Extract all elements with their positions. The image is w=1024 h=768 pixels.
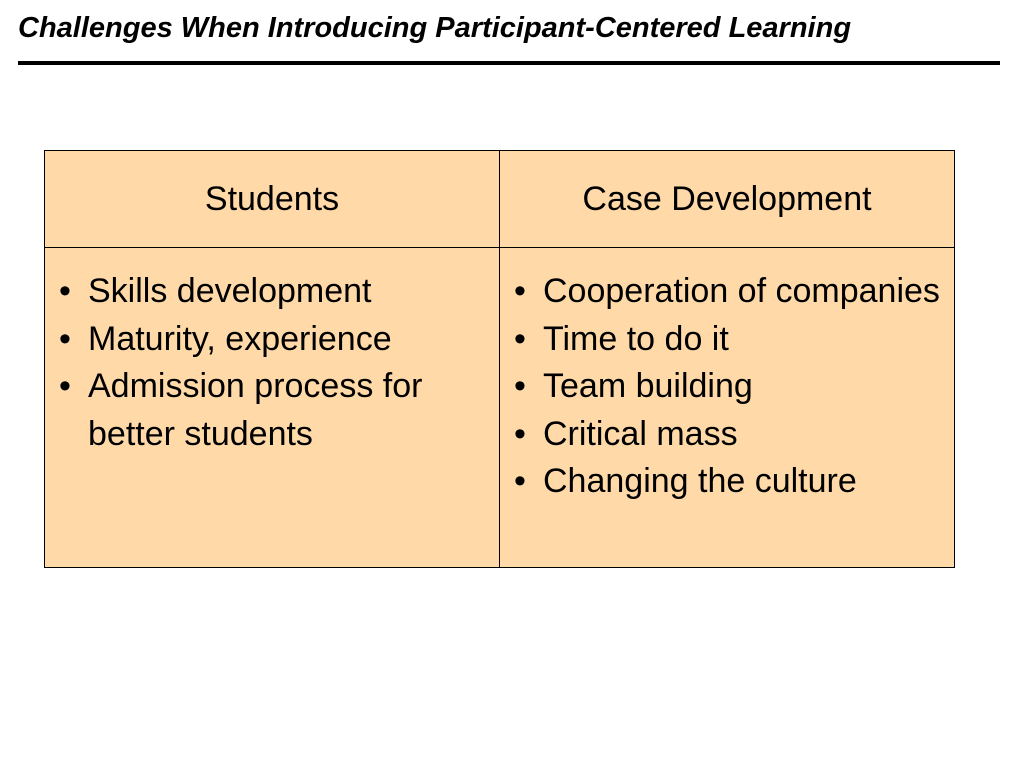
list-item [514, 363, 946, 411]
list-item-text: Team building [543, 367, 753, 405]
bullet-icon: • [514, 319, 526, 358]
table-header-row [45, 151, 955, 248]
list-item [514, 268, 946, 316]
students-cell [45, 248, 500, 568]
list-item-text: Cooperation of companies [543, 272, 940, 310]
title-underline [18, 61, 1000, 65]
list-item [59, 363, 491, 458]
case-development-cell [500, 248, 955, 568]
list-item [514, 316, 946, 364]
table-body-row [45, 248, 955, 568]
bullet-icon: • [59, 319, 71, 358]
list-item-text: Changing the culture [543, 462, 857, 500]
bullet-icon: • [514, 272, 526, 310]
slide-title: Challenges When Introducing Participant-Centered Learning [18, 12, 852, 44]
list-item [514, 458, 946, 506]
challenges-table [44, 150, 955, 568]
list-item-text: Maturity, experience [88, 319, 392, 358]
bullet-icon: • [59, 367, 71, 405]
list-item-text: Time to do it [543, 319, 729, 358]
list-item [59, 268, 491, 316]
bullet-icon: • [514, 414, 526, 453]
students-list [59, 268, 491, 458]
bullet-icon: • [514, 367, 526, 405]
bullet-icon: • [59, 272, 71, 310]
column-header-students: Students [45, 151, 500, 248]
list-item [59, 316, 491, 364]
case-development-list [514, 268, 946, 506]
column-header-case-development: Case Development [500, 151, 955, 248]
list-item-text: Admission process for better students [88, 367, 423, 453]
list-item-text: Critical mass [543, 414, 738, 453]
list-item [514, 411, 946, 459]
bullet-icon: • [514, 462, 526, 500]
list-item-text: Skills development [88, 272, 372, 310]
